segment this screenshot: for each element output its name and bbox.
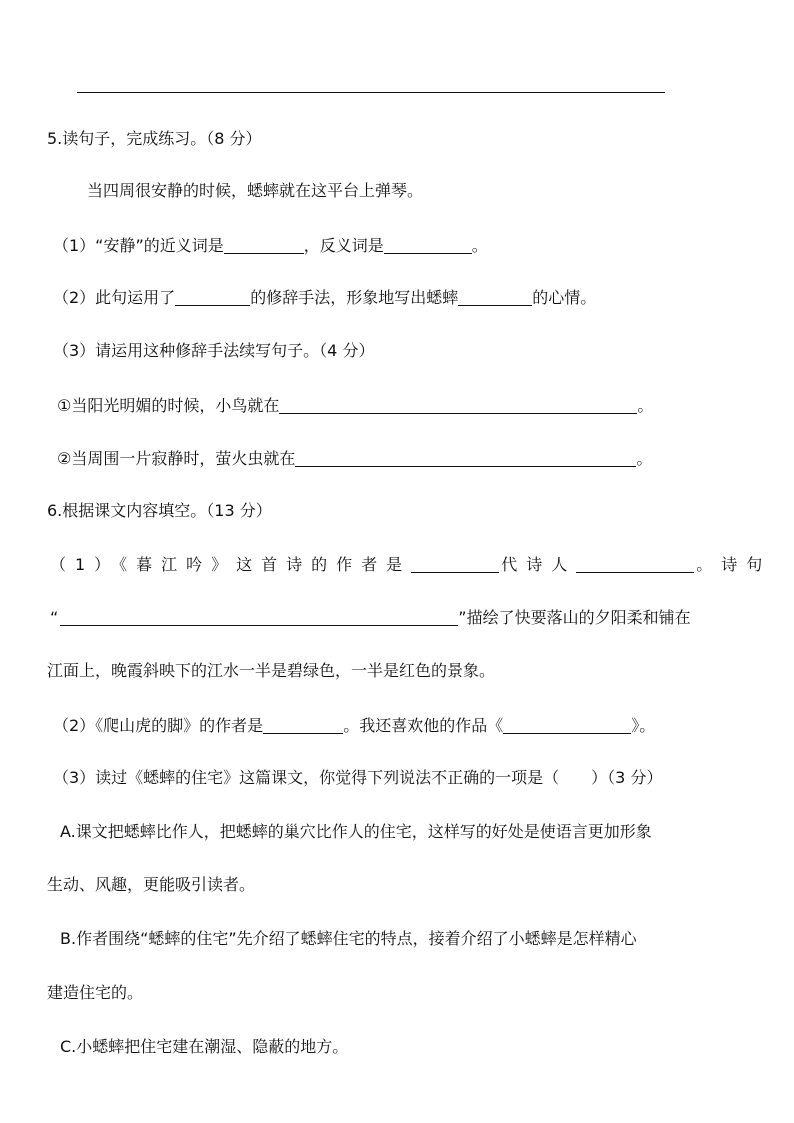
q5-part1-text-b: ，反义词是 bbox=[303, 236, 384, 255]
q6-part2-text-c: 》。 bbox=[631, 716, 656, 735]
q5-part1 bbox=[53, 236, 488, 256]
q6-part2-text-b: 。我还喜欢他的作品《 bbox=[343, 716, 504, 735]
q5-part1-text-a: （1）“安静”的近义词是 bbox=[53, 236, 224, 255]
q6-part2 bbox=[53, 716, 655, 736]
q6-title: 6.根据课文内容填空。（13 分） bbox=[47, 501, 272, 520]
q5-sentence-2 bbox=[57, 449, 652, 469]
mood-blank[interactable] bbox=[458, 289, 532, 306]
work-blank[interactable] bbox=[503, 717, 631, 734]
q5-sentence-1-text: ①当阳光明媚的时候，小鸟就在 bbox=[57, 396, 280, 415]
q5-part2-text-b: 的修辞手法，形象地写出蟋蟀 bbox=[250, 288, 459, 307]
option-b-line1: B.作者围绕“蟋蟀的住宅”先介绍了蟋蟀住宅的特点，接着介绍了小蟋蟀是怎样精心 bbox=[60, 929, 637, 948]
q5-part2-text-c: 的心情。 bbox=[532, 288, 597, 307]
top-rule bbox=[77, 92, 665, 93]
dynasty-blank[interactable] bbox=[411, 556, 499, 573]
q6-part1-line1 bbox=[50, 555, 771, 575]
q6-part1-line3: 江面上，晚霞斜映下的江水一半是碧绿色，一半是红色的景象。 bbox=[47, 661, 496, 680]
q6-part1-text-b: 代诗人 bbox=[501, 555, 577, 574]
q5-title: 5.读句子，完成练习。（8 分） bbox=[47, 129, 262, 148]
option-b-line2: 建造住宅的。 bbox=[47, 983, 144, 1002]
rhetoric-blank[interactable] bbox=[175, 289, 250, 306]
option-c: C.小蟋蟀把住宅建在潮湿、隐蔽的地方。 bbox=[60, 1037, 349, 1056]
sentence-1-blank[interactable] bbox=[279, 397, 637, 414]
author-blank[interactable] bbox=[263, 717, 343, 734]
synonym-blank[interactable] bbox=[224, 237, 304, 254]
antonym-blank[interactable] bbox=[384, 237, 472, 254]
option-a-line1: A.课文把蟋蟀比作人，把蟋蟀的巢穴比作人的住宅，这样写的好处是使语言更加形象 bbox=[60, 822, 652, 841]
q5-sentence-1 bbox=[57, 396, 653, 416]
q6-part1-text-e: ”描绘了快要落山的夕阳柔和铺在 bbox=[458, 608, 691, 627]
q5-part2 bbox=[53, 288, 596, 308]
q5-sentence-2-text: ②当周围一片寂静时，萤火虫就在 bbox=[57, 449, 296, 468]
sentence-2-blank[interactable] bbox=[295, 450, 636, 467]
poem-line-blank[interactable] bbox=[60, 609, 458, 626]
q5-part3: （3）请运用这种修辞手法续写句子。（4 分） bbox=[53, 341, 375, 360]
q5-part2-text-a: （2）此句运用了 bbox=[53, 288, 176, 307]
q6-part2-text-a: （2）《爬山虎的脚》的作者是 bbox=[53, 716, 264, 735]
open-quote: “ bbox=[50, 608, 59, 627]
option-a-line2: 生动、风趣，更能吸引读者。 bbox=[47, 875, 256, 894]
q6-part1-text-c: 。诗句 bbox=[696, 555, 772, 574]
q6-part1-text-a: （1）《暮江吟》这首诗的作者是 bbox=[50, 555, 412, 574]
q6-part3: （3）读过《蟋蟀的住宅》这篇课文，你觉得下列说法不正确的一项是（ ）（3 分） bbox=[53, 768, 663, 787]
q5-sentence: 当四周很安静的时候，蟋蟀就在这平台上弹琴。 bbox=[87, 181, 424, 200]
q5-sentence-2-end: 。 bbox=[636, 449, 653, 468]
poet-blank[interactable] bbox=[576, 556, 694, 573]
q6-part1-line2 bbox=[50, 608, 691, 628]
q5-sentence-1-end: 。 bbox=[637, 396, 654, 415]
q5-part1-text-c: 。 bbox=[471, 236, 488, 255]
